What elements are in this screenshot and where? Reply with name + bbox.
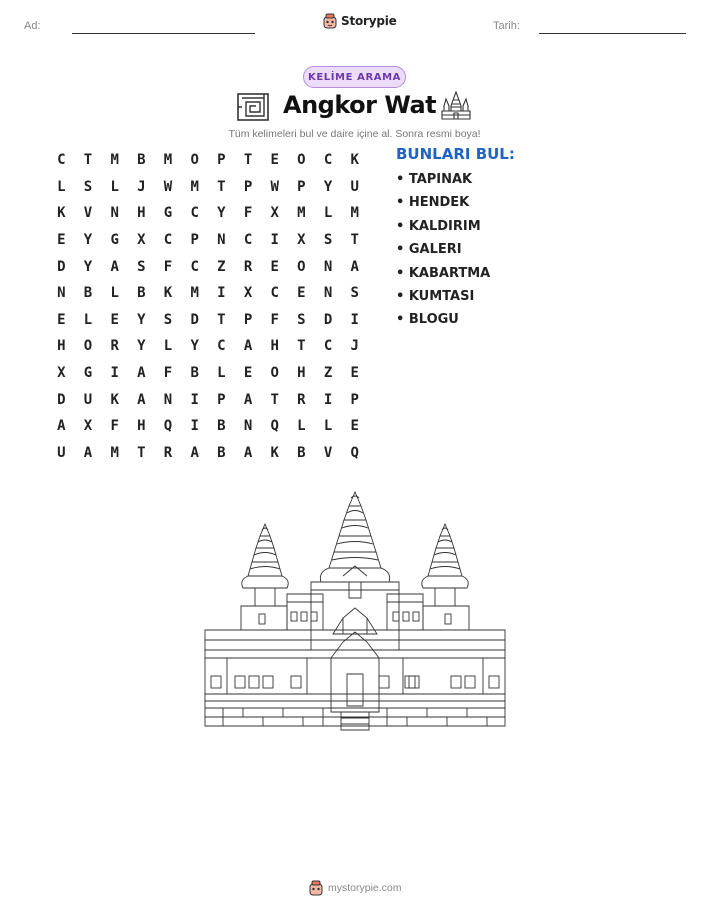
grid-letter[interactable]: B [137,152,146,169]
grid-letter[interactable]: P [217,152,226,169]
grid-letter[interactable]: A [243,338,253,355]
footer-site-link[interactable]: mystorypie.com [328,882,402,894]
grid-letter[interactable]: L [83,311,93,328]
grid-row [48,280,368,307]
word-list [396,171,490,335]
grid-letter[interactable]: C [243,232,253,249]
grid-letter[interactable]: Y [323,178,333,195]
grid-letter[interactable]: Y [137,311,146,328]
word-list-item: • KALDIRIM [396,218,481,234]
grid-letter[interactable]: L [163,338,173,355]
grid-letter[interactable]: S [163,311,173,328]
grid-letter[interactable]: V [83,205,93,222]
grid-letter[interactable]: K [350,152,359,169]
grid-letter[interactable]: P [243,311,253,328]
grid-letter[interactable]: Z [323,365,333,382]
footer [308,880,402,896]
grid-letter[interactable]: X [297,232,306,249]
word-search-grid[interactable] [48,147,368,466]
grid-letter[interactable]: O [83,338,93,355]
grid-letter[interactable]: T [137,444,146,461]
brand-name: Storypie [341,14,397,28]
grid-letter[interactable]: H [137,205,146,222]
grid-letter[interactable]: D [190,311,199,328]
grid-letter[interactable]: E [270,258,279,275]
grid-letter[interactable]: E [110,311,119,328]
grid-letter[interactable]: R [243,258,253,275]
grid-letter[interactable]: G [163,205,173,222]
grid-letter[interactable]: F [110,418,119,435]
grid-letter[interactable]: X [57,365,66,382]
grid-letter[interactable]: V [323,444,333,461]
grid-letter[interactable]: E [297,285,306,302]
activity-badge: KELİME ARAMA [303,66,406,88]
grid-letter[interactable]: T [217,178,226,195]
word-list-title: BUNLARI BUL: [396,145,515,163]
grid-letter[interactable]: X [137,232,146,249]
grid-letter[interactable]: M [163,152,173,169]
word-list-item: • KUMTASI [396,288,475,304]
grid-letter[interactable]: I [110,365,119,382]
grid-letter[interactable]: O [270,365,279,382]
word-list-item: • KABARTMA [396,265,491,281]
grid-letter[interactable]: L [110,285,119,302]
grid-letter[interactable]: Q [350,444,359,461]
grid-letter[interactable]: I [270,232,279,249]
grid-letter[interactable]: M [297,205,306,222]
grid-letter[interactable]: T [270,391,279,408]
grid-letter[interactable]: B [217,418,226,435]
grid-letter[interactable]: H [270,338,279,355]
date-label: Tarih: [493,20,520,32]
grid-letter[interactable]: D [57,258,66,275]
grid-letter[interactable]: M [190,285,199,302]
grid-letter[interactable]: M [190,178,199,195]
grid-letter[interactable]: S [323,232,333,249]
grid-letter[interactable]: S [297,311,306,328]
grid-letter[interactable]: A [137,391,146,408]
grid-letter[interactable]: W [163,178,173,195]
grid-letter[interactable]: U [350,178,359,195]
grid-letter[interactable]: C [270,285,279,302]
grid-letter[interactable]: E [350,365,359,382]
grid-row [48,333,368,360]
grid-letter[interactable]: G [83,365,93,382]
grid-letter[interactable]: L [217,365,226,382]
grid-letter[interactable]: Z [217,258,226,275]
name-line [72,33,255,34]
grid-letter[interactable]: I [350,311,359,328]
grid-letter[interactable]: K [57,205,66,222]
grid-letter[interactable]: A [57,418,66,435]
grid-letter[interactable]: K [163,285,173,302]
grid-letter[interactable]: E [57,232,66,249]
grid-letter[interactable]: N [57,285,66,302]
grid-letter[interactable]: C [323,152,333,169]
grid-letter[interactable]: H [297,365,306,382]
grid-letter[interactable]: P [297,178,306,195]
grid-letter[interactable]: O [297,152,306,169]
grid-letter[interactable]: A [350,258,359,275]
grid-letter[interactable]: P [217,391,226,408]
grid-letter[interactable]: E [57,311,66,328]
page-title: Angkor Wat [283,91,437,119]
grid-letter[interactable]: A [110,258,119,275]
brand-logo [322,13,397,29]
grid-letter[interactable]: A [243,444,253,461]
word-list-item: • BLOGU [396,312,459,328]
grid-letter[interactable]: X [270,205,279,222]
grid-letter[interactable]: S [350,285,359,302]
grid-letter[interactable]: Y [83,232,93,249]
grid-letter[interactable]: B [217,444,226,461]
maze-icon [237,93,269,121]
grid-letter[interactable]: M [110,152,119,169]
grid-letter[interactable]: C [323,338,333,355]
grid-letter[interactable]: C [163,232,173,249]
grid-letter[interactable]: N [217,232,226,249]
grid-letter[interactable]: X [83,418,93,435]
grid-row [48,200,368,227]
grid-letter[interactable]: R [163,444,173,461]
grid-letter[interactable]: B [297,444,306,461]
grid-letter[interactable]: I [190,391,199,408]
grid-letter[interactable]: D [57,391,66,408]
grid-letter[interactable]: B [190,365,199,382]
grid-letter[interactable]: N [163,391,173,408]
grid-letter[interactable]: L [57,178,66,195]
grid-row [48,147,368,174]
grid-letter[interactable]: Q [270,418,279,435]
grid-letter[interactable]: F [163,365,173,382]
grid-letter[interactable]: T [83,152,93,169]
storypie-mascot-icon [322,13,338,29]
grid-letter[interactable]: B [137,285,146,302]
grid-row [48,253,368,280]
grid-letter[interactable]: O [190,152,199,169]
grid-letter[interactable]: D [323,311,333,328]
grid-letter[interactable]: H [137,418,146,435]
grid-letter[interactable]: T [243,152,253,169]
word-list-item: • TAPINAK [396,172,473,187]
grid-letter[interactable]: I [323,391,333,408]
grid-letter[interactable]: C [190,258,199,275]
grid-letter[interactable]: E [350,418,359,435]
grid-letter[interactable]: L [297,418,306,435]
grid-letter[interactable]: F [163,258,173,275]
grid-row [48,360,368,387]
grid-letter[interactable]: T [217,311,226,328]
grid-letter[interactable]: A [243,391,253,408]
grid-letter[interactable]: O [297,258,306,275]
grid-letter[interactable]: C [57,152,66,169]
grid-letter[interactable]: B [83,285,93,302]
grid-letter[interactable]: R [110,338,119,355]
grid-letter[interactable]: H [57,338,66,355]
grid-letter[interactable]: X [243,285,253,302]
instructions: Tüm kelimeleri bul ve daire içine al. Sonra resmi boya! [228,128,481,140]
grid-row [48,227,368,254]
grid-letter[interactable]: S [137,258,146,275]
grid-letter[interactable]: E [243,365,253,382]
grid-letter[interactable]: A [137,365,146,382]
grid-row [48,440,368,467]
grid-letter[interactable]: U [83,391,93,408]
grid-letter[interactable]: M [350,205,359,222]
grid-letter[interactable]: P [243,178,253,195]
grid-row [48,386,368,413]
grid-letter[interactable]: Y [217,205,226,222]
grid-letter[interactable]: C [217,338,226,355]
grid-letter[interactable]: N [110,205,119,222]
grid-letter[interactable]: E [270,152,279,169]
grid-letter[interactable]: A [190,444,199,461]
grid-letter[interactable]: I [190,418,199,435]
grid-letter[interactable]: F [243,205,253,222]
grid-letter[interactable]: J [137,178,146,195]
grid-letter[interactable]: U [57,444,66,461]
grid-letter[interactable]: L [323,418,333,435]
grid-letter[interactable]: N [243,418,253,435]
grid-letter[interactable]: I [217,285,226,302]
grid-letter[interactable]: Q [163,418,173,435]
date-line [539,33,686,34]
grid-letter[interactable]: K [110,391,119,408]
grid-letter[interactable]: R [297,391,306,408]
grid-letter[interactable]: Y [83,258,93,275]
grid-letter[interactable]: A [83,444,93,461]
grid-letter[interactable]: P [350,391,359,408]
grid-letter[interactable]: M [110,444,119,461]
grid-row [48,174,368,201]
word-list-item: • HENDEK [396,195,470,211]
storypie-mascot-icon [308,880,324,896]
grid-letter[interactable]: C [190,205,199,222]
grid-letter[interactable]: K [270,444,279,461]
word-list-item: • GALERI [396,242,462,258]
grid-letter[interactable]: T [297,338,306,355]
grid-letter[interactable]: N [323,285,333,302]
grid-letter[interactable]: L [323,205,333,222]
grid-letter[interactable]: Y [137,338,146,355]
grid-letter[interactable]: T [350,232,359,249]
grid-row [48,413,368,440]
grid-letter[interactable]: P [190,232,199,249]
grid-letter[interactable]: N [323,258,333,275]
name-label: Ad: [24,20,41,32]
grid-letter[interactable]: J [350,338,359,355]
angkor-wat-coloring-illustration[interactable] [203,490,507,732]
grid-letter[interactable]: Y [190,338,199,355]
grid-row [48,307,368,334]
temple-icon [440,91,472,121]
grid-letter[interactable]: F [270,311,279,328]
grid-letter[interactable]: L [110,178,119,195]
grid-letter[interactable]: W [270,178,279,195]
grid-letter[interactable]: G [110,232,119,249]
grid-letter[interactable]: S [83,178,93,195]
